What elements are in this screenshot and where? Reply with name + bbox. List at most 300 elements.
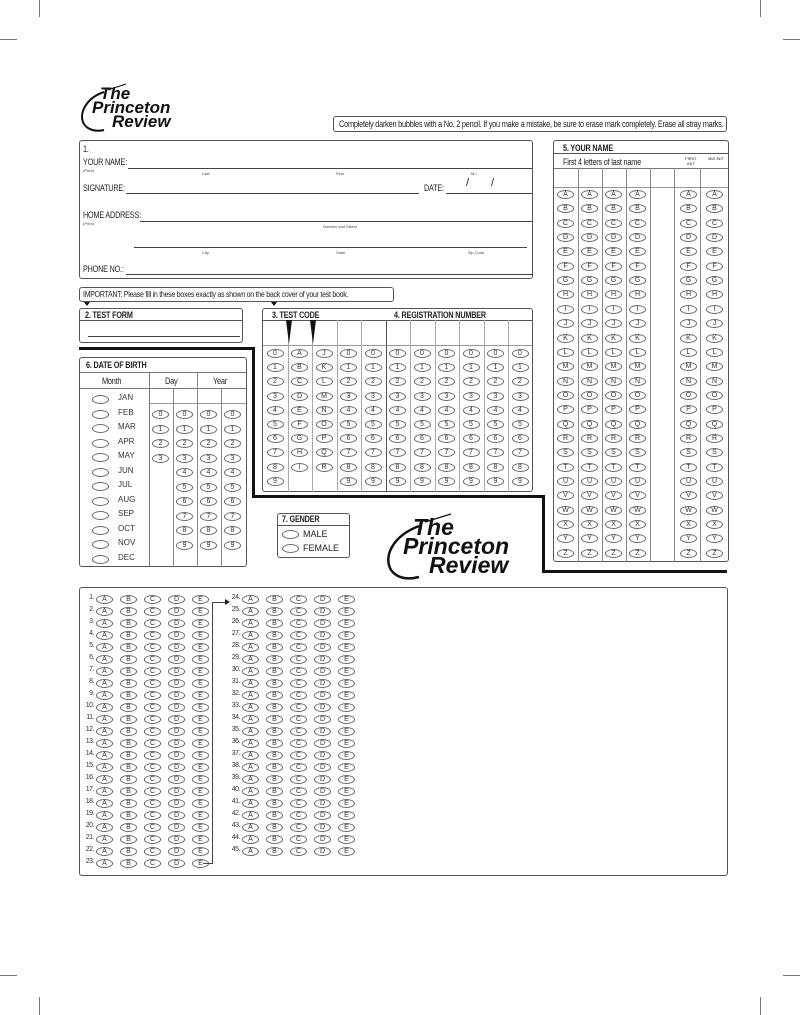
last-name-letter-bubble-a[interactable]: A <box>581 190 598 199</box>
last-name-letter-bubble-c[interactable]: C <box>557 219 574 228</box>
test-code-bubble-6[interactable]: 6 <box>267 434 284 443</box>
mid-init-bubble-x[interactable]: X <box>706 520 723 529</box>
answer-13-bubble-b[interactable]: B <box>120 739 137 748</box>
answer-33-bubble-c[interactable]: C <box>290 703 307 712</box>
answer-5-bubble-c[interactable]: C <box>144 643 161 652</box>
answer-36-bubble-a[interactable]: A <box>242 739 259 748</box>
last-name-letter-bubble-m[interactable]: M <box>605 362 622 371</box>
answer-36-bubble-b[interactable]: B <box>266 739 283 748</box>
answer-3-bubble-d[interactable]: D <box>168 619 185 628</box>
answer-14-bubble-a[interactable]: A <box>96 751 113 760</box>
registration-bubble-9[interactable]: 9 <box>487 477 504 486</box>
answer-23-bubble-a[interactable]: A <box>96 859 113 868</box>
answer-11-bubble-d[interactable]: D <box>168 715 185 724</box>
answer-20-bubble-c[interactable]: C <box>144 823 161 832</box>
answer-10-bubble-d[interactable]: D <box>168 703 185 712</box>
mid-init-bubble-u[interactable]: U <box>706 477 723 486</box>
answer-11-bubble-e[interactable]: E <box>192 715 209 724</box>
test-code-bubble-9[interactable]: 9 <box>267 477 284 486</box>
test-code-bubble-3[interactable]: 3 <box>340 392 357 401</box>
answer-6-bubble-e[interactable]: E <box>192 655 209 664</box>
last-name-letter-bubble-l[interactable]: L <box>581 348 598 357</box>
year-bubble-6[interactable]: 6 <box>224 497 241 506</box>
answer-24-bubble-d[interactable]: D <box>314 595 331 604</box>
last-name-letter-bubble-t[interactable]: T <box>557 463 574 472</box>
year-bubble-1[interactable]: 1 <box>224 425 241 434</box>
last-name-letter-bubble-o[interactable]: O <box>581 391 598 400</box>
answer-3-bubble-a[interactable]: A <box>96 619 113 628</box>
answer-26-bubble-b[interactable]: B <box>266 619 283 628</box>
registration-bubble-1[interactable]: 1 <box>512 363 529 372</box>
answer-25-bubble-e[interactable]: E <box>338 607 355 616</box>
mid-init-bubble-k[interactable]: K <box>706 334 723 343</box>
last-name-letter-bubble-i[interactable]: I <box>557 305 574 314</box>
mid-init-bubble-j[interactable]: J <box>706 319 723 328</box>
answer-23-bubble-c[interactable]: C <box>144 859 161 868</box>
test-code-bubble-p[interactable]: P <box>316 434 333 443</box>
registration-bubble-2[interactable]: 2 <box>438 377 455 386</box>
answer-42-bubble-a[interactable]: A <box>242 811 259 820</box>
answer-41-bubble-b[interactable]: B <box>266 799 283 808</box>
answer-5-bubble-b[interactable]: B <box>120 643 137 652</box>
answer-14-bubble-b[interactable]: B <box>120 751 137 760</box>
answer-9-bubble-e[interactable]: E <box>192 691 209 700</box>
answer-44-bubble-a[interactable]: A <box>242 835 259 844</box>
answer-12-bubble-c[interactable]: C <box>144 727 161 736</box>
answer-22-bubble-d[interactable]: D <box>168 847 185 856</box>
answer-29-bubble-b[interactable]: B <box>266 655 283 664</box>
test-code-bubble-r[interactable]: R <box>316 463 333 472</box>
answer-7-bubble-b[interactable]: B <box>120 667 137 676</box>
answer-30-bubble-c[interactable]: C <box>290 667 307 676</box>
answer-33-bubble-a[interactable]: A <box>242 703 259 712</box>
answer-43-bubble-a[interactable]: A <box>242 823 259 832</box>
year-bubble-3[interactable]: 3 <box>224 454 241 463</box>
test-code-bubble-6[interactable]: 6 <box>340 434 357 443</box>
last-name-letter-bubble-g[interactable]: G <box>581 276 598 285</box>
answer-26-bubble-e[interactable]: E <box>338 619 355 628</box>
month-bubble-aug[interactable] <box>92 497 109 506</box>
test-code-bubble-n[interactable]: N <box>316 406 333 415</box>
registration-bubble-8[interactable]: 8 <box>414 463 431 472</box>
answer-38-bubble-e[interactable]: E <box>338 763 355 772</box>
answer-9-bubble-c[interactable]: C <box>144 691 161 700</box>
registration-bubble-0[interactable]: 0 <box>438 349 455 358</box>
gender-male-bubble[interactable] <box>282 530 299 539</box>
answer-6-bubble-d[interactable]: D <box>168 655 185 664</box>
last-name-letter-bubble-y[interactable]: Y <box>557 534 574 543</box>
registration-bubble-7[interactable]: 7 <box>389 448 406 457</box>
answer-14-bubble-e[interactable]: E <box>192 751 209 760</box>
last-name-letter-bubble-p[interactable]: P <box>605 405 622 414</box>
answer-33-bubble-b[interactable]: B <box>266 703 283 712</box>
answer-32-bubble-b[interactable]: B <box>266 691 283 700</box>
registration-bubble-3[interactable]: 3 <box>389 392 406 401</box>
test-code-bubble-3[interactable]: 3 <box>365 392 382 401</box>
answer-18-bubble-a[interactable]: A <box>96 799 113 808</box>
last-name-letter-bubble-z[interactable]: Z <box>581 549 598 558</box>
answer-21-bubble-d[interactable]: D <box>168 835 185 844</box>
answer-40-bubble-a[interactable]: A <box>242 787 259 796</box>
registration-bubble-7[interactable]: 7 <box>487 448 504 457</box>
answer-24-bubble-c[interactable]: C <box>290 595 307 604</box>
test-code-bubble-8[interactable]: 8 <box>267 463 284 472</box>
answer-45-bubble-d[interactable]: D <box>314 847 331 856</box>
registration-bubble-7[interactable]: 7 <box>438 448 455 457</box>
answer-42-bubble-b[interactable]: B <box>266 811 283 820</box>
answer-25-bubble-b[interactable]: B <box>266 607 283 616</box>
last-name-letter-bubble-s[interactable]: S <box>557 448 574 457</box>
last-name-letter-bubble-j[interactable]: J <box>629 319 646 328</box>
first-init-bubble-y[interactable]: Y <box>680 534 697 543</box>
test-code-bubble-2[interactable]: 2 <box>340 377 357 386</box>
answer-17-bubble-b[interactable]: B <box>120 787 137 796</box>
answer-32-bubble-a[interactable]: A <box>242 691 259 700</box>
answer-5-bubble-e[interactable]: E <box>192 643 209 652</box>
first-init-bubble-a[interactable]: A <box>680 190 697 199</box>
last-name-letter-bubble-v[interactable]: V <box>581 491 598 500</box>
last-name-letter-bubble-x[interactable]: X <box>581 520 598 529</box>
answer-1-bubble-b[interactable]: B <box>120 595 137 604</box>
answer-13-bubble-d[interactable]: D <box>168 739 185 748</box>
answer-11-bubble-c[interactable]: C <box>144 715 161 724</box>
test-code-bubble-0[interactable]: 0 <box>267 349 284 358</box>
answer-41-bubble-a[interactable]: A <box>242 799 259 808</box>
last-name-letter-bubble-s[interactable]: S <box>629 448 646 457</box>
first-init-bubble-l[interactable]: L <box>680 348 697 357</box>
registration-bubble-8[interactable]: 8 <box>463 463 480 472</box>
test-form-field[interactable] <box>88 336 240 337</box>
answer-27-bubble-b[interactable]: B <box>266 631 283 640</box>
answer-7-bubble-d[interactable]: D <box>168 667 185 676</box>
first-init-bubble-d[interactable]: D <box>680 233 697 242</box>
answer-25-bubble-a[interactable]: A <box>242 607 259 616</box>
last-name-letter-bubble-a[interactable]: A <box>605 190 622 199</box>
first-init-bubble-c[interactable]: C <box>680 219 697 228</box>
last-name-letter-bubble-j[interactable]: J <box>557 319 574 328</box>
answer-43-bubble-d[interactable]: D <box>314 823 331 832</box>
answer-40-bubble-c[interactable]: C <box>290 787 307 796</box>
answer-24-bubble-b[interactable]: B <box>266 595 283 604</box>
test-code-bubble-1[interactable]: 1 <box>365 363 382 372</box>
answer-44-bubble-d[interactable]: D <box>314 835 331 844</box>
last-name-letter-bubble-q[interactable]: Q <box>581 420 598 429</box>
answer-6-bubble-c[interactable]: C <box>144 655 161 664</box>
answer-43-bubble-b[interactable]: B <box>266 823 283 832</box>
answer-34-bubble-a[interactable]: A <box>242 715 259 724</box>
last-name-letter-bubble-o[interactable]: O <box>629 391 646 400</box>
registration-bubble-7[interactable]: 7 <box>512 448 529 457</box>
test-code-bubble-4[interactable]: 4 <box>340 406 357 415</box>
test-code-bubble-3[interactable]: 3 <box>267 392 284 401</box>
last-name-letter-bubble-u[interactable]: U <box>581 477 598 486</box>
answer-7-bubble-c[interactable]: C <box>144 667 161 676</box>
registration-bubble-3[interactable]: 3 <box>414 392 431 401</box>
answer-34-bubble-b[interactable]: B <box>266 715 283 724</box>
test-code-bubble-8[interactable]: 8 <box>365 463 382 472</box>
answer-45-bubble-b[interactable]: B <box>266 847 283 856</box>
answer-35-bubble-b[interactable]: B <box>266 727 283 736</box>
answer-2-bubble-a[interactable]: A <box>96 607 113 616</box>
last-name-letter-bubble-z[interactable]: Z <box>605 549 622 558</box>
answer-18-bubble-b[interactable]: B <box>120 799 137 808</box>
registration-bubble-1[interactable]: 1 <box>487 363 504 372</box>
first-init-bubble-k[interactable]: K <box>680 334 697 343</box>
answer-1-bubble-c[interactable]: C <box>144 595 161 604</box>
answer-23-bubble-e[interactable]: E <box>192 859 209 868</box>
answer-13-bubble-c[interactable]: C <box>144 739 161 748</box>
answer-19-bubble-c[interactable]: C <box>144 811 161 820</box>
answer-30-bubble-a[interactable]: A <box>242 667 259 676</box>
test-code-bubble-d[interactable]: D <box>291 392 308 401</box>
test-code-bubble-f[interactable]: F <box>291 420 308 429</box>
last-name-letter-bubble-c[interactable]: C <box>605 219 622 228</box>
year-bubble-4[interactable]: 4 <box>200 468 217 477</box>
answer-42-bubble-d[interactable]: D <box>314 811 331 820</box>
registration-bubble-5[interactable]: 5 <box>389 420 406 429</box>
answer-16-bubble-e[interactable]: E <box>192 775 209 784</box>
last-name-letter-bubble-d[interactable]: D <box>557 233 574 242</box>
answer-44-bubble-e[interactable]: E <box>338 835 355 844</box>
last-name-letter-bubble-w[interactable]: W <box>605 506 622 515</box>
last-name-letter-bubble-s[interactable]: S <box>581 448 598 457</box>
phone-field[interactable] <box>126 274 533 275</box>
answer-20-bubble-b[interactable]: B <box>120 823 137 832</box>
test-code-bubble-7[interactable]: 7 <box>365 448 382 457</box>
year-bubble-7[interactable]: 7 <box>200 512 217 521</box>
answer-15-bubble-c[interactable]: C <box>144 763 161 772</box>
answer-36-bubble-d[interactable]: D <box>314 739 331 748</box>
answer-21-bubble-b[interactable]: B <box>120 835 137 844</box>
last-name-letter-bubble-t[interactable]: T <box>629 463 646 472</box>
day-ones-bubble-5[interactable]: 5 <box>176 483 193 492</box>
answer-8-bubble-e[interactable]: E <box>192 679 209 688</box>
first-init-bubble-t[interactable]: T <box>680 463 697 472</box>
answer-34-bubble-e[interactable]: E <box>338 715 355 724</box>
registration-bubble-1[interactable]: 1 <box>389 363 406 372</box>
registration-bubble-1[interactable]: 1 <box>414 363 431 372</box>
answer-37-bubble-b[interactable]: B <box>266 751 283 760</box>
answer-32-bubble-e[interactable]: E <box>338 691 355 700</box>
registration-bubble-4[interactable]: 4 <box>414 406 431 415</box>
registration-bubble-6[interactable]: 6 <box>389 434 406 443</box>
registration-bubble-1[interactable]: 1 <box>463 363 480 372</box>
registration-bubble-8[interactable]: 8 <box>438 463 455 472</box>
registration-bubble-2[interactable]: 2 <box>463 377 480 386</box>
registration-bubble-4[interactable]: 4 <box>438 406 455 415</box>
registration-bubble-8[interactable]: 8 <box>487 463 504 472</box>
answer-38-bubble-a[interactable]: A <box>242 763 259 772</box>
day-tens-bubble-3[interactable]: 3 <box>152 454 169 463</box>
city-state-zip-field[interactable] <box>134 247 527 248</box>
year-bubble-8[interactable]: 8 <box>224 526 241 535</box>
answer-22-bubble-b[interactable]: B <box>120 847 137 856</box>
test-code-bubble-a[interactable]: A <box>291 349 308 358</box>
answer-16-bubble-a[interactable]: A <box>96 775 113 784</box>
last-name-letter-bubble-u[interactable]: U <box>629 477 646 486</box>
month-bubble-may[interactable] <box>92 453 109 462</box>
answer-5-bubble-a[interactable]: A <box>96 643 113 652</box>
last-name-letter-bubble-o[interactable]: O <box>557 391 574 400</box>
registration-bubble-9[interactable]: 9 <box>438 477 455 486</box>
first-init-bubble-v[interactable]: V <box>680 491 697 500</box>
registration-bubble-9[interactable]: 9 <box>463 477 480 486</box>
signature-field[interactable] <box>126 193 419 194</box>
answer-44-bubble-b[interactable]: B <box>266 835 283 844</box>
mid-init-bubble-w[interactable]: W <box>706 506 723 515</box>
test-code-bubble-b[interactable]: B <box>291 363 308 372</box>
month-bubble-apr[interactable] <box>92 439 109 448</box>
year-bubble-8[interactable]: 8 <box>200 526 217 535</box>
answer-25-bubble-c[interactable]: C <box>290 607 307 616</box>
answer-22-bubble-c[interactable]: C <box>144 847 161 856</box>
answer-40-bubble-d[interactable]: D <box>314 787 331 796</box>
answer-12-bubble-e[interactable]: E <box>192 727 209 736</box>
last-name-letter-bubble-q[interactable]: Q <box>629 420 646 429</box>
last-name-letter-bubble-n[interactable]: N <box>557 377 574 386</box>
registration-bubble-5[interactable]: 5 <box>512 420 529 429</box>
answer-40-bubble-e[interactable]: E <box>338 787 355 796</box>
answer-14-bubble-c[interactable]: C <box>144 751 161 760</box>
month-bubble-dec[interactable] <box>92 555 109 564</box>
answer-24-bubble-e[interactable]: E <box>338 595 355 604</box>
gender-female-bubble[interactable] <box>282 544 299 553</box>
answer-25-bubble-d[interactable]: D <box>314 607 331 616</box>
first-init-bubble-m[interactable]: M <box>680 362 697 371</box>
mid-init-bubble-c[interactable]: C <box>706 219 723 228</box>
answer-22-bubble-a[interactable]: A <box>96 847 113 856</box>
answer-21-bubble-a[interactable]: A <box>96 835 113 844</box>
last-name-letter-bubble-w[interactable]: W <box>581 506 598 515</box>
test-code-bubble-6[interactable]: 6 <box>365 434 382 443</box>
answer-37-bubble-c[interactable]: C <box>290 751 307 760</box>
last-name-letter-bubble-d[interactable]: D <box>629 233 646 242</box>
last-name-letter-bubble-j[interactable]: J <box>605 319 622 328</box>
registration-bubble-5[interactable]: 5 <box>438 420 455 429</box>
answer-10-bubble-a[interactable]: A <box>96 703 113 712</box>
last-name-letter-bubble-s[interactable]: S <box>605 448 622 457</box>
mid-init-bubble-y[interactable]: Y <box>706 534 723 543</box>
day-ones-bubble-9[interactable]: 9 <box>176 541 193 550</box>
last-name-letter-bubble-k[interactable]: K <box>557 334 574 343</box>
last-name-letter-bubble-g[interactable]: G <box>557 276 574 285</box>
mid-init-bubble-f[interactable]: F <box>706 262 723 271</box>
test-code-bubble-i[interactable]: I <box>291 463 308 472</box>
registration-bubble-8[interactable]: 8 <box>389 463 406 472</box>
year-bubble-0[interactable]: 0 <box>200 410 217 419</box>
answer-32-bubble-d[interactable]: D <box>314 691 331 700</box>
answer-4-bubble-a[interactable]: A <box>96 631 113 640</box>
answer-39-bubble-a[interactable]: A <box>242 775 259 784</box>
last-name-letter-bubble-e[interactable]: E <box>605 247 622 256</box>
answer-31-bubble-a[interactable]: A <box>242 679 259 688</box>
last-name-letter-bubble-p[interactable]: P <box>581 405 598 414</box>
last-name-letter-bubble-k[interactable]: K <box>581 334 598 343</box>
last-name-letter-bubble-y[interactable]: Y <box>629 534 646 543</box>
first-init-bubble-n[interactable]: N <box>680 377 697 386</box>
answer-39-bubble-c[interactable]: C <box>290 775 307 784</box>
month-bubble-mar[interactable] <box>92 424 109 433</box>
last-name-letter-bubble-m[interactable]: M <box>629 362 646 371</box>
last-name-letter-bubble-a[interactable]: A <box>629 190 646 199</box>
registration-bubble-5[interactable]: 5 <box>487 420 504 429</box>
registration-bubble-9[interactable]: 9 <box>512 477 529 486</box>
answer-37-bubble-e[interactable]: E <box>338 751 355 760</box>
answer-35-bubble-a[interactable]: A <box>242 727 259 736</box>
test-code-bubble-e[interactable]: E <box>291 406 308 415</box>
last-name-letter-bubble-i[interactable]: I <box>629 305 646 314</box>
first-init-bubble-x[interactable]: X <box>680 520 697 529</box>
mid-init-bubble-v[interactable]: V <box>706 491 723 500</box>
test-code-bubble-8[interactable]: 8 <box>340 463 357 472</box>
last-name-letter-bubble-y[interactable]: Y <box>605 534 622 543</box>
last-name-letter-bubble-b[interactable]: B <box>605 204 622 213</box>
test-code-bubble-o[interactable]: O <box>316 420 333 429</box>
last-name-letter-bubble-h[interactable]: H <box>557 290 574 299</box>
mid-init-bubble-b[interactable]: B <box>706 204 723 213</box>
answer-2-bubble-c[interactable]: C <box>144 607 161 616</box>
last-name-letter-bubble-f[interactable]: F <box>605 262 622 271</box>
mid-init-bubble-z[interactable]: Z <box>706 549 723 558</box>
answer-15-bubble-e[interactable]: E <box>192 763 209 772</box>
mid-init-bubble-d[interactable]: D <box>706 233 723 242</box>
answer-29-bubble-a[interactable]: A <box>242 655 259 664</box>
last-name-letter-bubble-x[interactable]: X <box>557 520 574 529</box>
mid-init-bubble-s[interactable]: S <box>706 448 723 457</box>
answer-34-bubble-d[interactable]: D <box>314 715 331 724</box>
last-name-letter-bubble-v[interactable]: V <box>605 491 622 500</box>
registration-bubble-4[interactable]: 4 <box>389 406 406 415</box>
answer-40-bubble-b[interactable]: B <box>266 787 283 796</box>
answer-39-bubble-b[interactable]: B <box>266 775 283 784</box>
last-name-letter-bubble-v[interactable]: V <box>557 491 574 500</box>
last-name-letter-bubble-n[interactable]: N <box>629 377 646 386</box>
answer-18-bubble-e[interactable]: E <box>192 799 209 808</box>
date-field[interactable] <box>446 193 533 194</box>
answer-42-bubble-c[interactable]: C <box>290 811 307 820</box>
registration-bubble-0[interactable]: 0 <box>463 349 480 358</box>
last-name-letter-bubble-l[interactable]: L <box>629 348 646 357</box>
answer-28-bubble-c[interactable]: C <box>290 643 307 652</box>
day-tens-bubble-0[interactable]: 0 <box>152 410 169 419</box>
answer-18-bubble-d[interactable]: D <box>168 799 185 808</box>
last-name-letter-bubble-m[interactable]: M <box>581 362 598 371</box>
answer-38-bubble-c[interactable]: C <box>290 763 307 772</box>
day-ones-bubble-6[interactable]: 6 <box>176 497 193 506</box>
test-code-bubble-5[interactable]: 5 <box>365 420 382 429</box>
answer-20-bubble-a[interactable]: A <box>96 823 113 832</box>
answer-16-bubble-c[interactable]: C <box>144 775 161 784</box>
answer-30-bubble-b[interactable]: B <box>266 667 283 676</box>
answer-44-bubble-c[interactable]: C <box>290 835 307 844</box>
answer-16-bubble-d[interactable]: D <box>168 775 185 784</box>
answer-35-bubble-e[interactable]: E <box>338 727 355 736</box>
answer-13-bubble-a[interactable]: A <box>96 739 113 748</box>
answer-14-bubble-d[interactable]: D <box>168 751 185 760</box>
last-name-letter-bubble-j[interactable]: J <box>581 319 598 328</box>
answer-8-bubble-d[interactable]: D <box>168 679 185 688</box>
answer-23-bubble-b[interactable]: B <box>120 859 137 868</box>
answer-11-bubble-a[interactable]: A <box>96 715 113 724</box>
last-name-letter-bubble-e[interactable]: E <box>557 247 574 256</box>
answer-9-bubble-b[interactable]: B <box>120 691 137 700</box>
last-name-letter-bubble-n[interactable]: N <box>605 377 622 386</box>
answer-5-bubble-d[interactable]: D <box>168 643 185 652</box>
mid-init-bubble-g[interactable]: G <box>706 276 723 285</box>
answer-39-bubble-d[interactable]: D <box>314 775 331 784</box>
answer-1-bubble-d[interactable]: D <box>168 595 185 604</box>
answer-34-bubble-c[interactable]: C <box>290 715 307 724</box>
